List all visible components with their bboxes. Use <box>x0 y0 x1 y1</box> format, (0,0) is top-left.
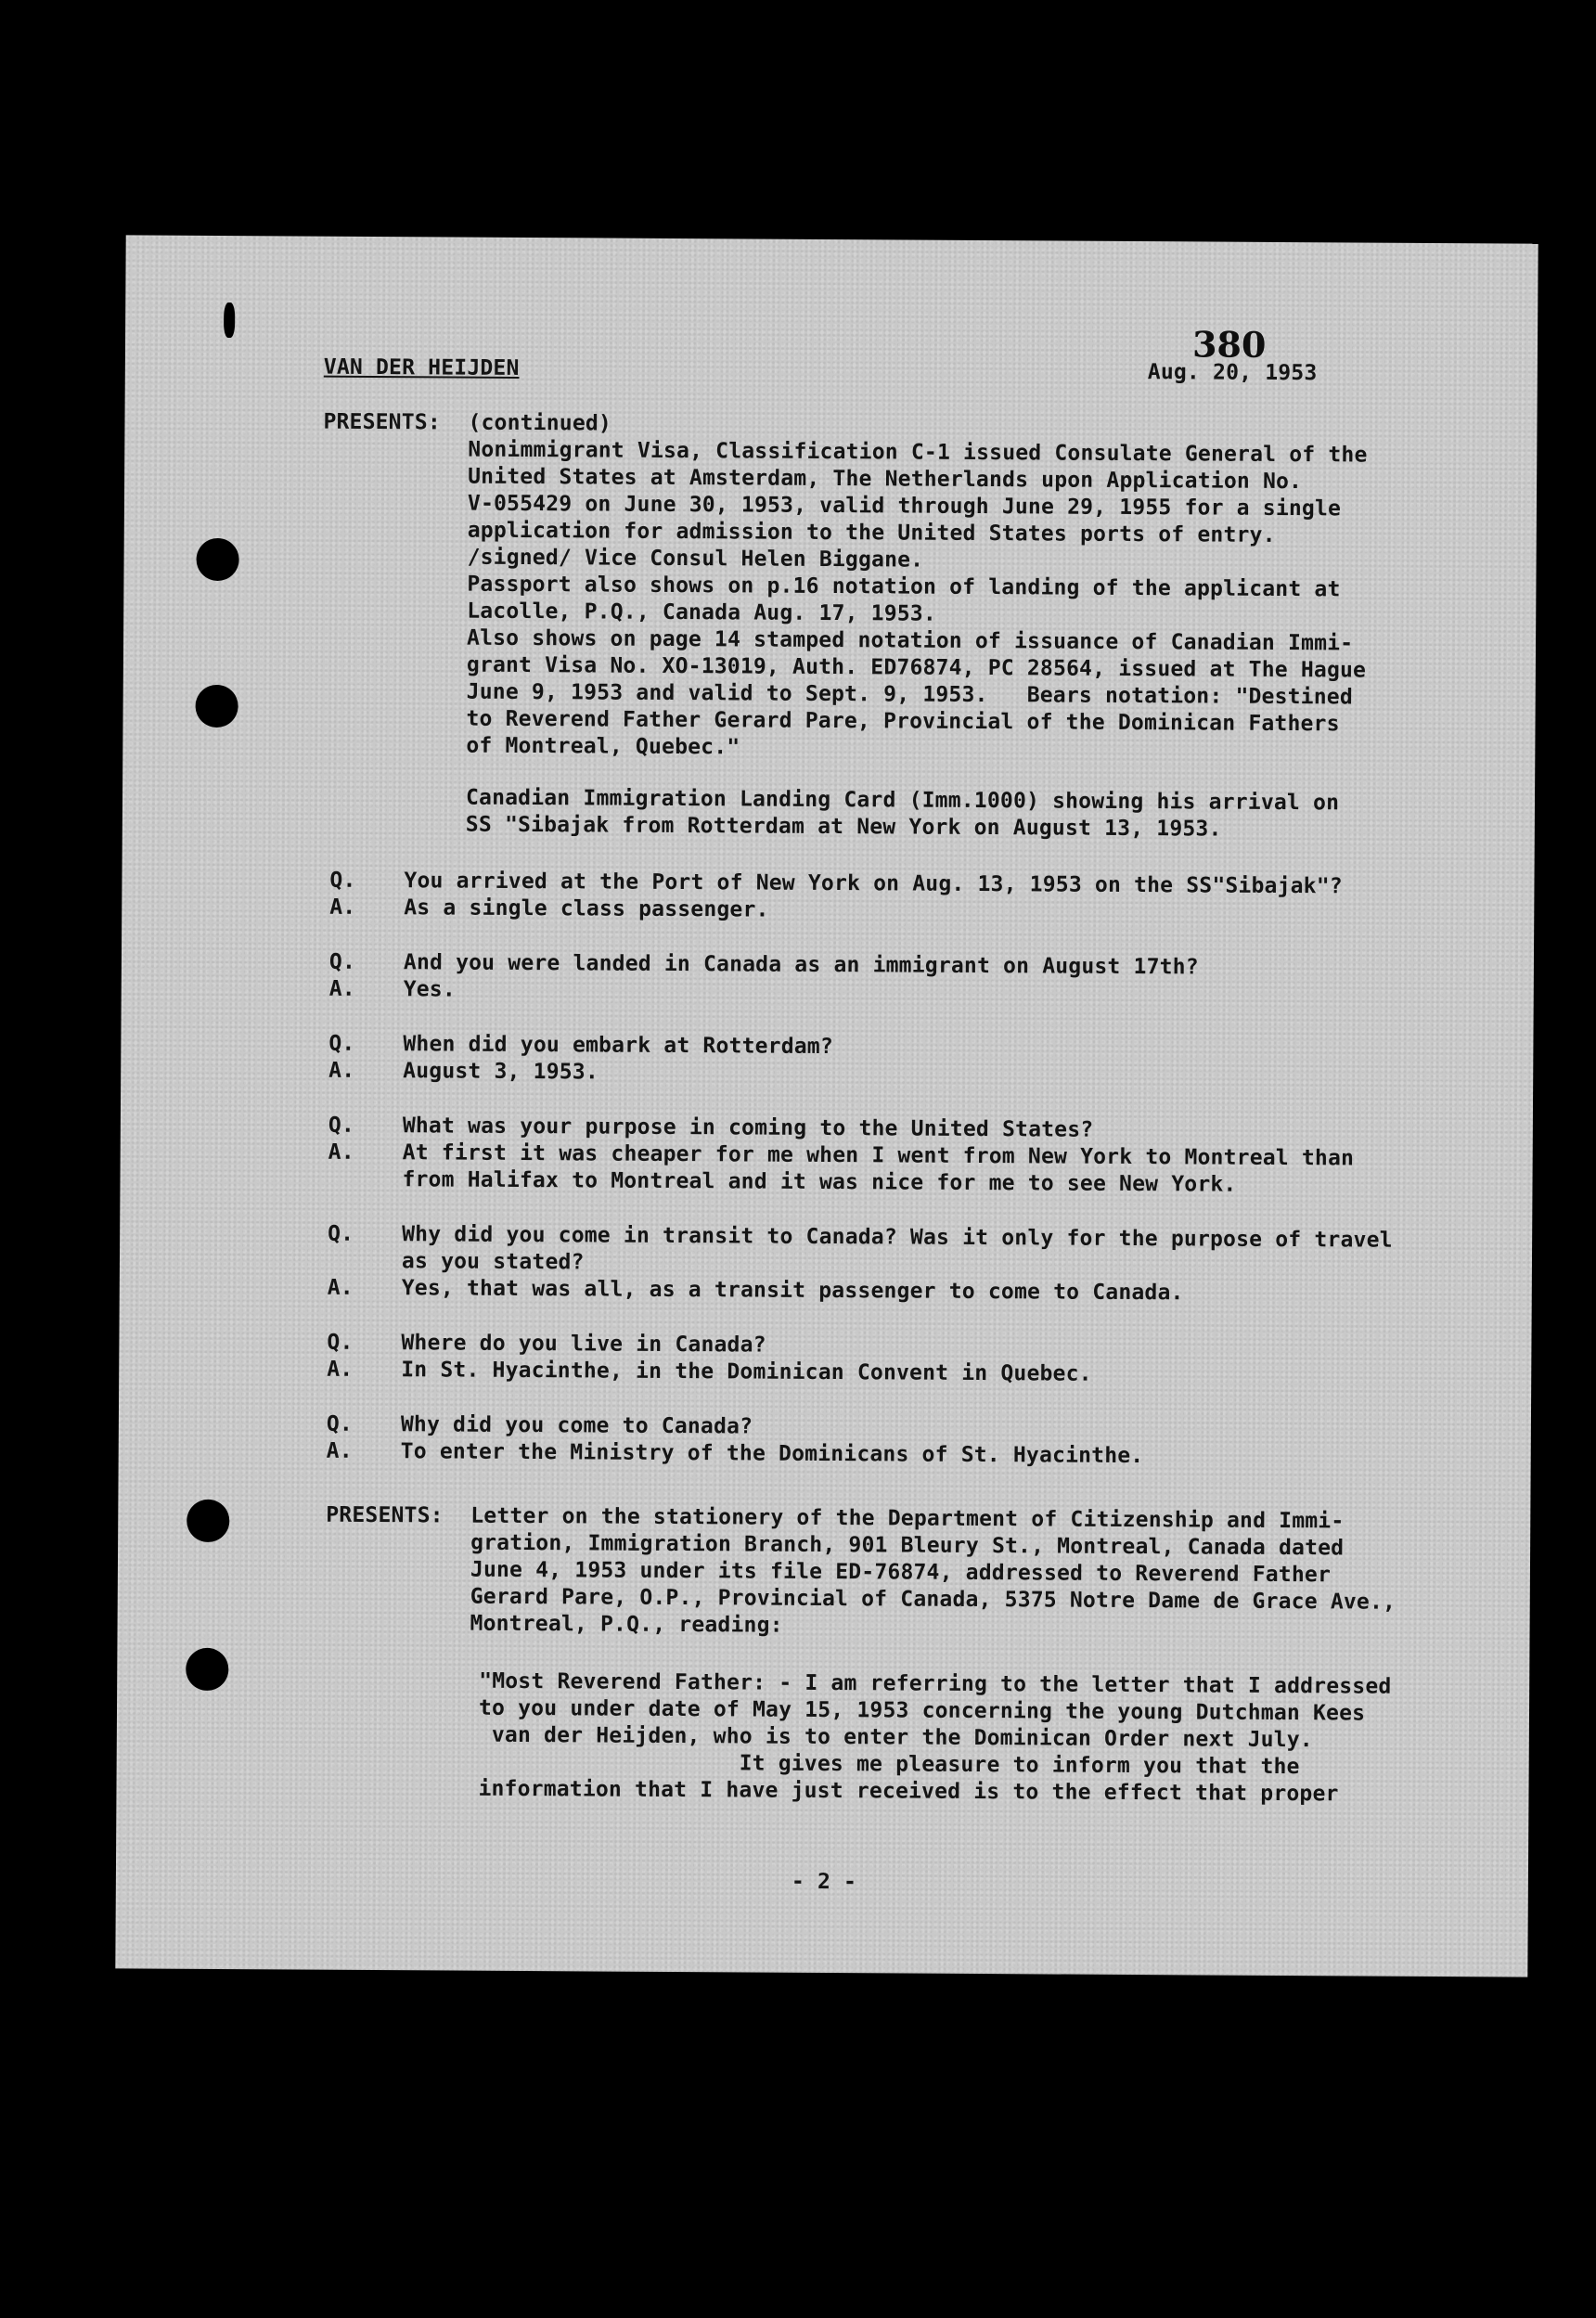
presents-line: (continued) <box>468 410 612 436</box>
presents-letter-block <box>470 1503 1396 1643</box>
presents-line: Letter on the stationery of the Department of Citizenship and Immi- <box>470 1503 1345 1534</box>
question-label: Q. <box>328 1031 355 1056</box>
presents-line: V-055429 on June 30, 1953, valid through June 29, 1955 for a single <box>467 491 1342 522</box>
stamp-number: 380 <box>1191 323 1267 366</box>
document-page <box>115 235 1538 1977</box>
answer-text: At first it was cheaper for me when I went from New York to Montreal than <box>402 1140 1355 1171</box>
presents-line: Passport also shows on p.16 notation of landing of the applicant at <box>467 572 1341 602</box>
landing-card-line: SS "Sibajak from Rotterdam at New York on August 13, 1953. <box>465 812 1222 842</box>
answer-text: To enter the Ministry of the Dominicans of St. Hyacinthe. <box>400 1439 1144 1469</box>
ink-smudge-mark <box>224 303 235 338</box>
question-text: Why did you come in transit to Canada? Was it only for the purpose of travel <box>402 1222 1393 1253</box>
presents-continued-block <box>466 410 1368 766</box>
question-label: Q. <box>328 1113 355 1138</box>
question-text: Where do you live in Canada? <box>401 1331 766 1358</box>
question-label: Q. <box>327 1330 354 1355</box>
page-number: - 2 - <box>791 1869 857 1895</box>
subject-name: VAN DER HEIJDEN <box>323 354 520 380</box>
quote-line: to you under date of May 15, 1953 concerning the young Dutchman Kees <box>478 1695 1366 1726</box>
quote-line: information that I have just received is to the effect that proper <box>478 1776 1339 1807</box>
question-text: You arrived at the Port of New York on Aug. 13, 1953 on the SS"Sibajak"? <box>404 869 1343 899</box>
question-text: When did you embark at Rotterdam? <box>403 1032 834 1060</box>
answer-label: A. <box>329 895 356 920</box>
punch-hole <box>187 1500 229 1542</box>
letter-quote-block <box>478 1668 1391 1809</box>
answer-text: Yes. <box>403 977 457 1002</box>
punch-hole <box>195 685 238 728</box>
landing-card-block <box>466 785 1340 844</box>
question-label: Q. <box>326 1411 354 1436</box>
answer-label: A. <box>328 1058 355 1083</box>
presents-line: application for admission to the United States ports of entry. <box>467 518 1276 547</box>
presents-label: PRESENTS: <box>326 1502 444 1528</box>
presents-line: gration, Immigration Branch, 901 Bleury St., Montreal, Canada dated <box>470 1530 1345 1561</box>
presents-line: Gerard Pare, O.P., Provincial of Canada, 5375 Notre Dame de Grace Ave., <box>470 1584 1396 1615</box>
question-label: Q. <box>329 868 356 893</box>
presents-line: Montreal, P.Q., reading: <box>470 1611 783 1638</box>
question-label: Q. <box>328 949 356 974</box>
presents-line: grant Visa No. XO-13019, Auth. ED76874, PC 28564, issued at The Hague <box>466 652 1367 683</box>
presents-line: Nonimmigrant Visa, Classification C-1 issued Consulate General of the <box>468 437 1368 468</box>
presents-line: June 9, 1953 and valid to Sept. 9, 1953. Bears notation: "Destined <box>466 679 1353 710</box>
presents-line: Also shows on page 14 stamped notation of issuance of Canadian Immi- <box>466 625 1354 656</box>
qa-block <box>326 868 1393 1469</box>
question-text: Why did you come to Canada? <box>400 1412 753 1439</box>
answer-label: A. <box>327 1275 354 1300</box>
quote-line: van der Heijden, who is to enter the Dominican Order next July. <box>478 1722 1313 1753</box>
answer-label: A. <box>328 976 355 1001</box>
answer-text: August 3, 1953. <box>403 1059 599 1085</box>
presents-line: of Montreal, Quebec." <box>466 733 740 760</box>
answer-label: A. <box>327 1357 354 1382</box>
presents-line: United States at Amsterdam, The Netherlands upon Application No. <box>468 464 1303 495</box>
punch-hole <box>186 1648 228 1691</box>
answer-label: A. <box>326 1438 353 1463</box>
answer-text: Yes, that was all, as a transit passenger to come to Canada. <box>401 1276 1184 1306</box>
question-text: What was your purpose in coming to the United States? <box>402 1114 1094 1142</box>
presents-line: /signed/ Vice Consul Helen Biggane. <box>467 545 924 573</box>
question-label: Q. <box>328 1221 354 1246</box>
answer-text: As a single class passenger. <box>404 895 769 922</box>
presents-line: June 4, 1953 under its file ED-76874, addressed to Reverend Father <box>470 1557 1332 1588</box>
document-date: Aug. 20, 1953 <box>1147 360 1318 386</box>
quote-line: "Most Reverend Father: - I am referring to the letter that I addressed <box>479 1668 1392 1699</box>
answer-text-continued: from Halifax to Montreal and it was nice for me to see New York. <box>402 1167 1237 1197</box>
landing-card-line: Canadian Immigration Landing Card (Imm.1000) showing his arrival on <box>465 785 1340 816</box>
question-text: And you were landed in Canada as an immigrant on August 17th? <box>403 950 1199 980</box>
answer-label: A. <box>328 1140 354 1165</box>
presents-line: to Reverend Father Gerard Pare, Provincial of the Dominican Fathers <box>466 706 1340 737</box>
quote-line: It gives me pleasure to inform you that the <box>478 1749 1300 1780</box>
question-text-continued: as you stated? <box>401 1249 585 1275</box>
punch-hole <box>196 538 238 581</box>
answer-text: In St. Hyacinthe, in the Dominican Convent in Quebec. <box>401 1358 1092 1386</box>
presents-line: Lacolle, P.Q., Canada Aug. 17, 1953. <box>467 599 937 626</box>
presents-label: PRESENTS: <box>323 409 442 435</box>
